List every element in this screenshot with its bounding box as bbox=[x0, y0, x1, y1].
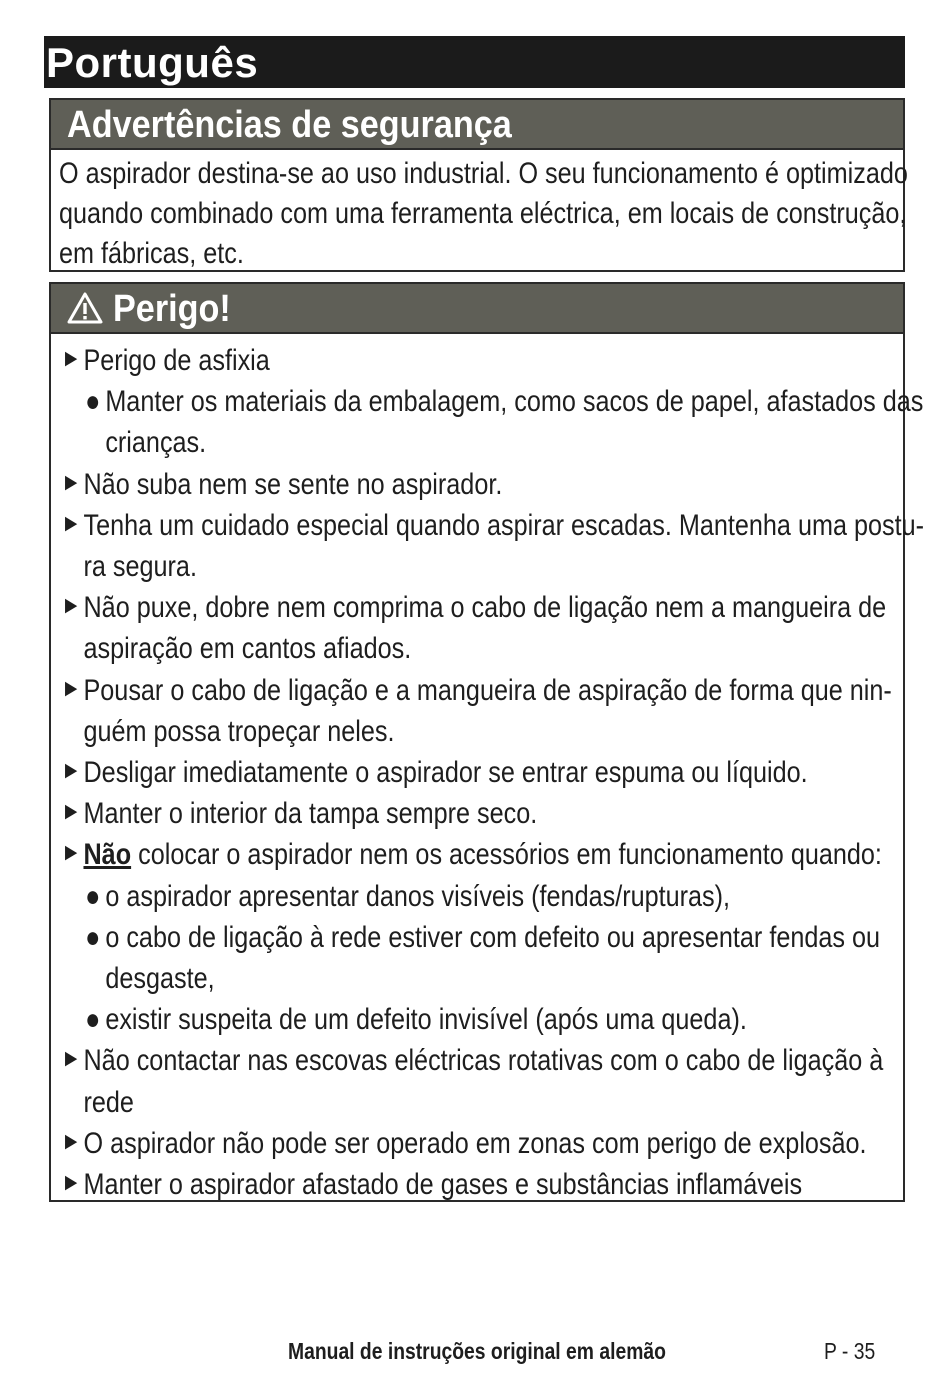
arrow-bullet-icon: ▶ bbox=[65, 1172, 78, 1194]
arrow-bullet-icon: ▶ bbox=[65, 1130, 78, 1152]
arrow-bullet-icon: ▶ bbox=[65, 512, 78, 534]
arrow-bullet-icon: ▶ bbox=[65, 842, 78, 864]
dot-bullet-icon: ● bbox=[85, 920, 101, 954]
safety-heading-bar bbox=[51, 100, 903, 150]
danger-list bbox=[65, 340, 925, 1205]
danger-section bbox=[49, 282, 925, 1202]
list-item: ▶ Tenha um cuidado especial quando aspirar escadas. Mantenha uma postu- bbox=[65, 505, 905, 546]
emphasis-nao: Não bbox=[83, 838, 132, 872]
list-item-continuation: crianças. bbox=[105, 426, 207, 460]
intro-line: em fábricas, etc. bbox=[59, 237, 244, 270]
list-item-continuation: rede bbox=[83, 1085, 134, 1119]
arrow-bullet-icon: ▶ bbox=[65, 760, 78, 782]
list-item: ● o cabo de ligação à rede estiver com defeito ou apresentar fendas ou bbox=[65, 917, 905, 958]
language-title: Português bbox=[46, 39, 259, 86]
safety-intro bbox=[59, 154, 908, 274]
intro-line: quando combinado com uma ferramenta eléctrica, em locais de construção, bbox=[59, 197, 907, 230]
list-item: ▶ Desligar imediatamente o aspirador se entrar espuma ou líquido. bbox=[65, 752, 905, 793]
safety-section bbox=[49, 98, 908, 272]
list-item: ▶ Não contactar nas escovas eléctricas rotativas com o cabo de ligação à bbox=[65, 1040, 905, 1081]
list-item: ▶ Pousar o cabo de ligação e a mangueira de aspiração de forma que nin- bbox=[65, 670, 905, 711]
footer-manual-note: Manual de instruções original em alemão bbox=[288, 1338, 666, 1364]
dot-bullet-icon: ● bbox=[85, 1003, 101, 1037]
warning-triangle-icon bbox=[67, 292, 103, 324]
list-item-continuation: ra segura. bbox=[83, 550, 197, 584]
list-item: ▶ Não colocar o aspirador nem os acessórios em funcionamento quando: bbox=[65, 834, 905, 875]
arrow-bullet-icon: ▶ bbox=[65, 348, 78, 369]
dot-bullet-icon: ● bbox=[85, 385, 101, 419]
dot-bullet-icon: ● bbox=[85, 879, 101, 913]
list-item: ▶ Não puxe, dobre nem comprima o cabo de ligação nem a mangueira de bbox=[65, 587, 905, 628]
safety-heading: Advertências de segurança bbox=[67, 104, 512, 146]
list-item-continuation: desgaste, bbox=[105, 962, 215, 996]
arrow-bullet-icon: ▶ bbox=[65, 595, 78, 617]
language-header bbox=[44, 36, 905, 88]
arrow-bullet-icon: ▶ bbox=[65, 677, 78, 699]
list-item: ● Manter os materiais da embalagem, como sacos de papel, afastados das bbox=[65, 381, 905, 422]
list-item: ● o aspirador apresentar danos visíveis (fendas/rupturas), bbox=[65, 876, 905, 917]
danger-heading: Perigo! bbox=[113, 288, 231, 330]
list-item-continuation: aspiração em cantos afiados. bbox=[83, 632, 412, 666]
intro-line: O aspirador destina-se ao uso industrial. O seu funcionamento é optimizado bbox=[59, 157, 908, 190]
list-item: ▶ O aspirador não pode ser operado em zonas com perigo de explosão. bbox=[65, 1123, 905, 1164]
arrow-bullet-icon: ▶ bbox=[65, 1048, 78, 1070]
list-item: ▶ Não suba nem se sente no aspirador. bbox=[65, 464, 905, 505]
list-item: ● existir suspeita de um defeito invisível (após uma queda). bbox=[65, 999, 905, 1040]
arrow-bullet-icon: ▶ bbox=[65, 471, 78, 493]
page-number: P - 35 bbox=[824, 1338, 876, 1364]
arrow-bullet-icon: ▶ bbox=[65, 801, 78, 823]
list-item: ▶ Manter o aspirador afastado de gases e substâncias inflamáveis bbox=[65, 1164, 905, 1205]
danger-heading-bar bbox=[51, 284, 903, 334]
list-item: ▶ Manter o interior da tampa sempre seco. bbox=[65, 793, 905, 834]
list-item-continuation: guém possa tropeçar neles. bbox=[83, 714, 395, 748]
list-item: ▶ Perigo de asfixia bbox=[65, 340, 905, 381]
